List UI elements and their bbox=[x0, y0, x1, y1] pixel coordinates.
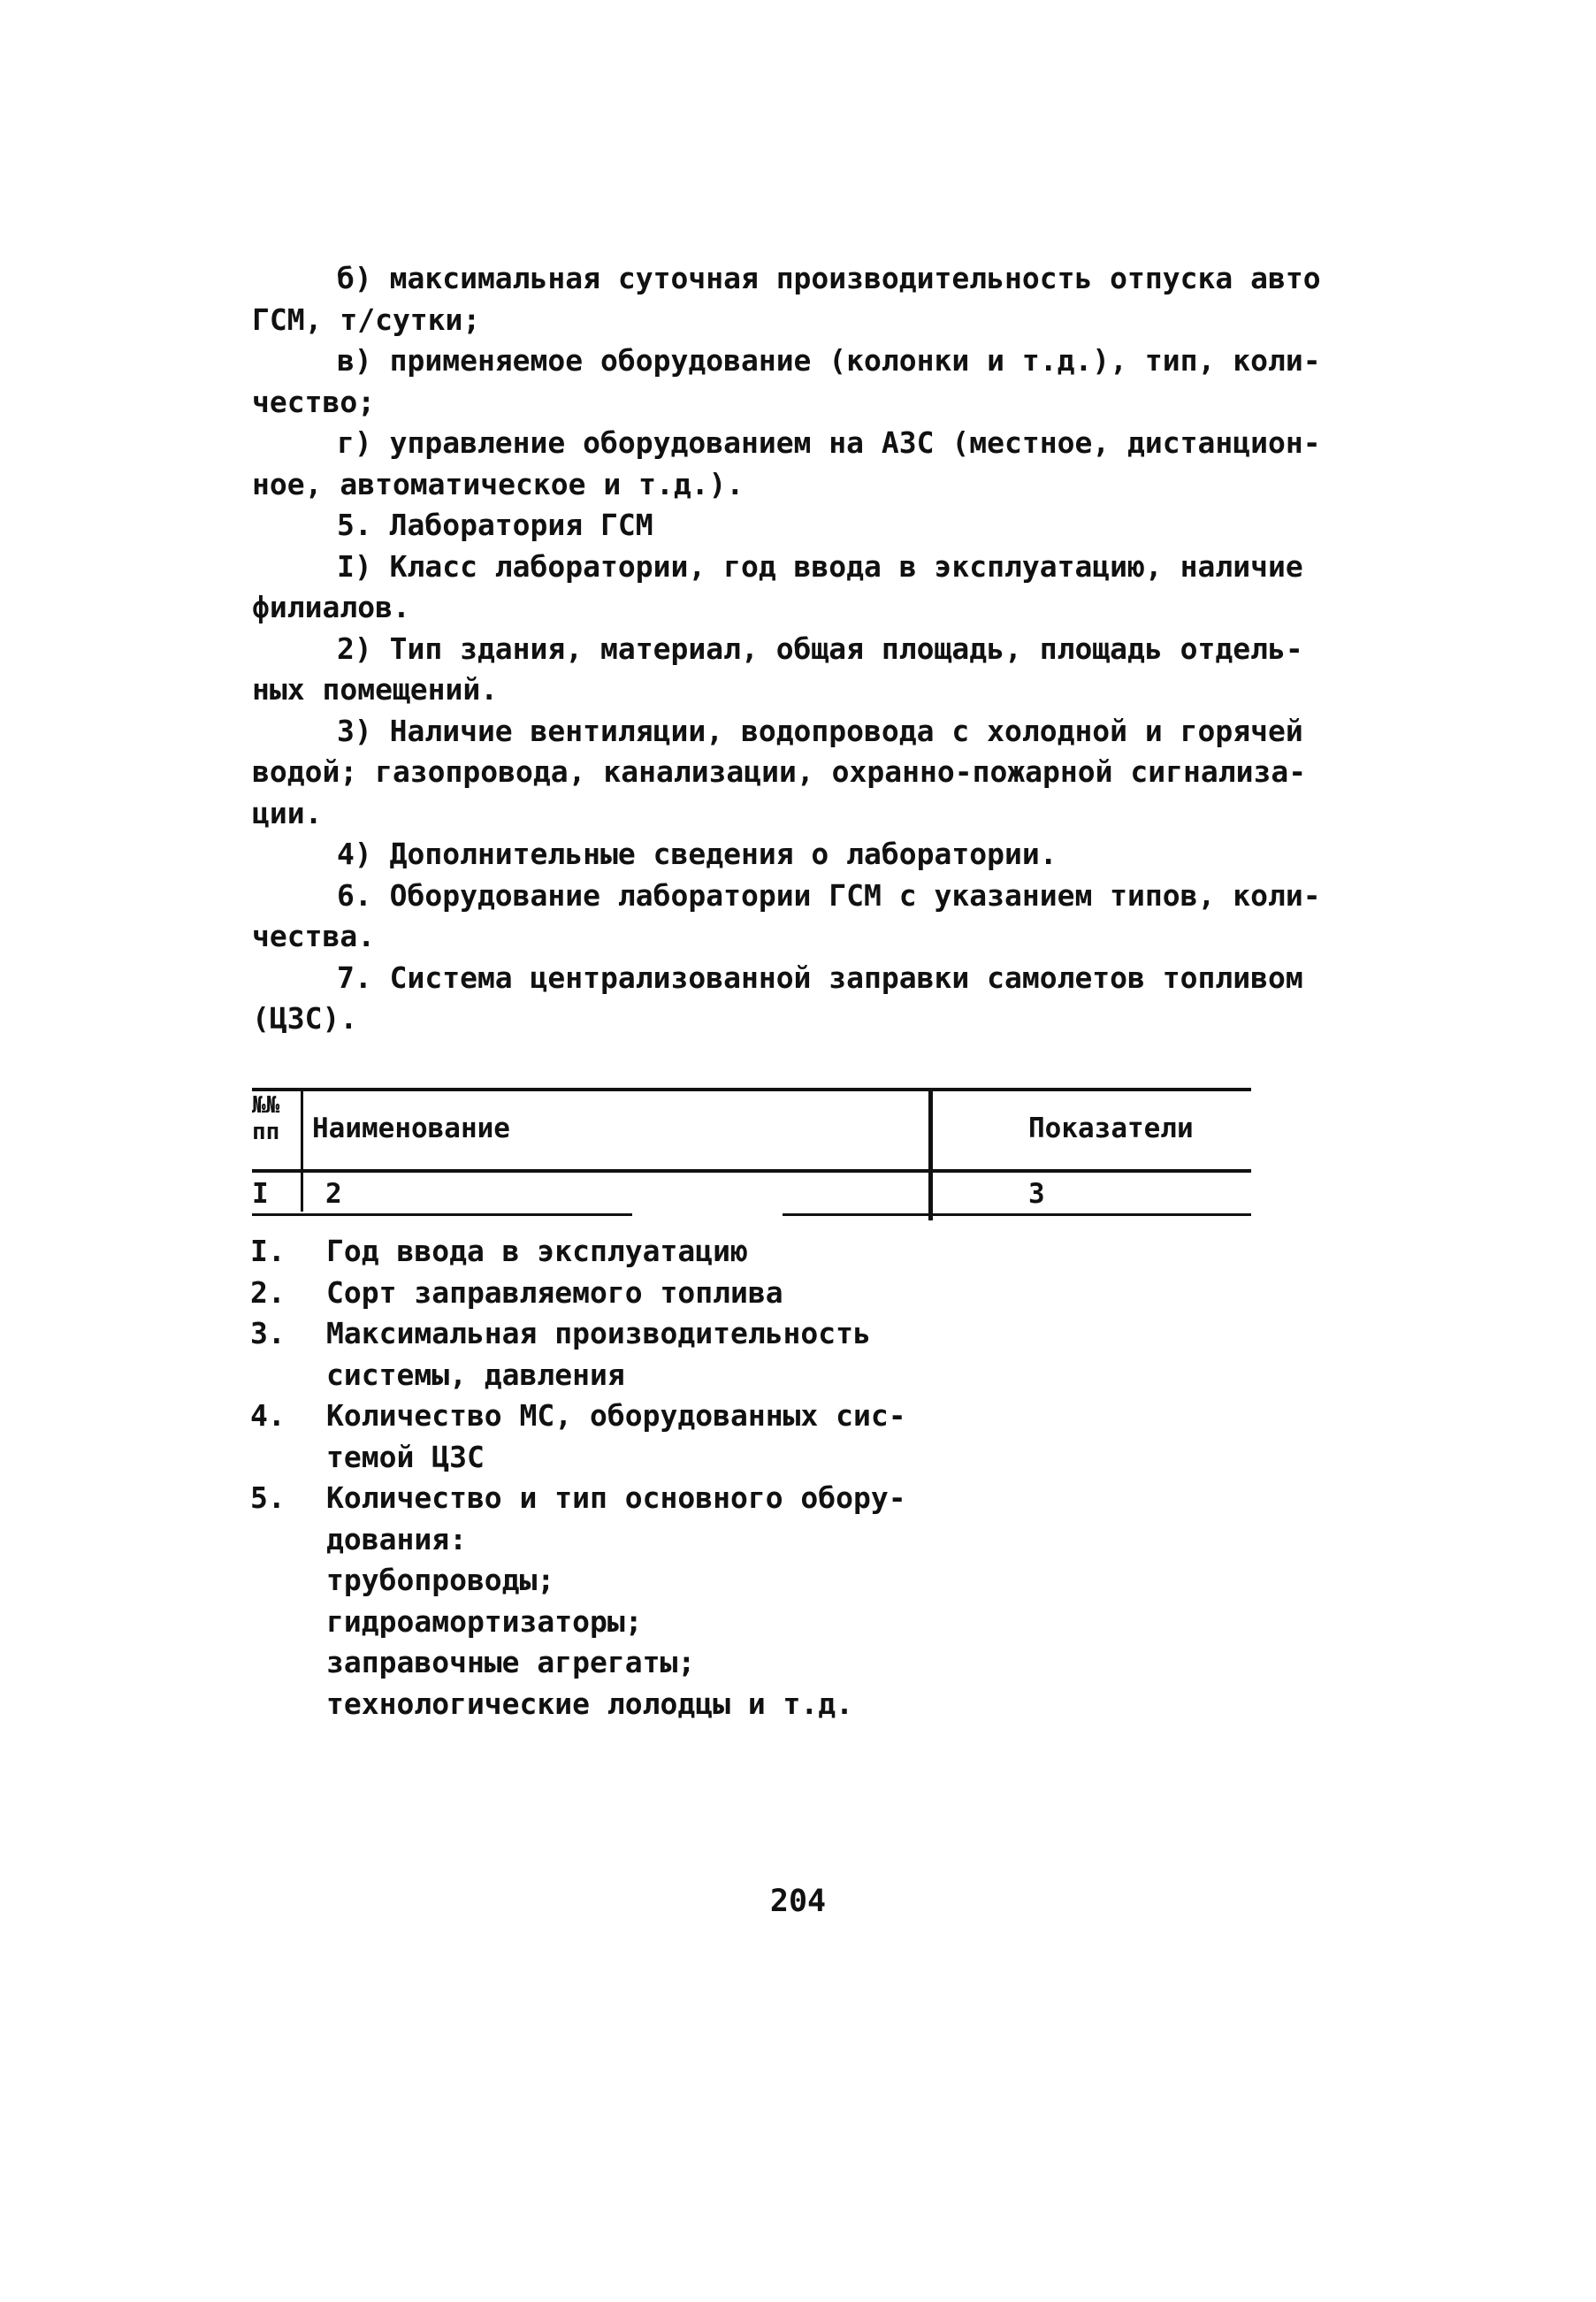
section-heading-7 bbox=[252, 958, 1303, 1040]
col2-number: 2 bbox=[325, 1178, 342, 1210]
col3-number: 3 bbox=[1028, 1178, 1045, 1210]
list-item bbox=[250, 1396, 906, 1478]
paragraph-g bbox=[252, 423, 1321, 505]
text-line: чества. bbox=[252, 919, 376, 953]
text-line: 5. Лаборатория ГСМ bbox=[337, 508, 653, 542]
text-line: г) управление оборудованием на АЗС (местное, дистанцион- bbox=[337, 425, 1321, 460]
paragraph-5-1 bbox=[252, 547, 1303, 629]
text-line: I) Класс лаборатории, год ввода в эксплуатацию, наличие bbox=[337, 548, 1303, 584]
list-item bbox=[250, 1313, 887, 1396]
paragraph-5-4 bbox=[252, 834, 1251, 876]
table-col-divider bbox=[928, 1088, 933, 1220]
paragraph-5-3 bbox=[252, 711, 1307, 835]
table-header bbox=[252, 1088, 1251, 1220]
sub-list-item: трубопроводы; bbox=[326, 1563, 555, 1597]
table-col-divider bbox=[301, 1088, 303, 1212]
text-line: водой; газопровода, канализации, охранно-пожарной сигнализа- bbox=[252, 754, 1307, 789]
list-text: системы, давления bbox=[326, 1357, 625, 1392]
list-number: 5. bbox=[250, 1480, 286, 1515]
list-number: 2. bbox=[250, 1274, 286, 1310]
col1-number: I bbox=[252, 1178, 269, 1210]
text-line: ное, автоматическое и т.д.). bbox=[252, 466, 745, 501]
list-number: 4. bbox=[250, 1398, 286, 1433]
table-bottom-rule bbox=[252, 1213, 632, 1216]
indicator-list bbox=[250, 1231, 906, 1725]
list-text: Максимальная производительность bbox=[326, 1316, 871, 1350]
list-text: Сорт заправляемого топлива bbox=[326, 1274, 783, 1310]
text-line: ции. bbox=[252, 795, 323, 830]
text-line: 2) Тип здания, материал, общая площадь, площадь отдель- bbox=[337, 631, 1303, 666]
list-item bbox=[250, 1231, 887, 1273]
table-bottom-rule bbox=[783, 1213, 1251, 1216]
text-line: филиалов. bbox=[252, 590, 410, 624]
col1-header-top: №№ bbox=[252, 1092, 280, 1119]
sub-list-item: заправочные агрегаты; bbox=[326, 1645, 696, 1679]
text-line: 3) Наличие вентиляции, водопровода с холодной и горячей bbox=[337, 713, 1303, 748]
col2-header: Наименование bbox=[312, 1113, 510, 1144]
text-line: в) применяемое оборудование (колонки и т.д.), тип, коли- bbox=[337, 343, 1321, 378]
text-line: 4) Дополнительные сведения о лаборатории. bbox=[337, 837, 1058, 871]
text-line: (ЦЗС). bbox=[252, 1001, 358, 1036]
list-number: 3. bbox=[250, 1316, 286, 1350]
text-line: ных помещений. bbox=[252, 672, 499, 707]
body-text bbox=[252, 258, 1321, 1040]
text-line: чество; bbox=[252, 384, 376, 419]
sub-list-item: технологические лолодцы и т.д. bbox=[326, 1686, 854, 1721]
list-item bbox=[250, 1273, 887, 1314]
paragraph-b bbox=[252, 258, 1321, 340]
paragraph-5-2 bbox=[252, 629, 1303, 711]
col1-header-bottom: пп bbox=[252, 1119, 280, 1145]
sub-list-item: гидроамортизаторы; bbox=[326, 1603, 643, 1639]
list-text: Год ввода в эксплуатацию bbox=[326, 1234, 748, 1268]
text-line: ГСМ, т/сутки; bbox=[252, 302, 481, 337]
text-line: 6. Оборудование лаборатории ГСМ с указанием типов, коли- bbox=[337, 877, 1321, 913]
table-top-rule bbox=[252, 1088, 1251, 1091]
paragraph-v bbox=[252, 340, 1321, 423]
list-text: дования: bbox=[326, 1521, 467, 1556]
section-heading-5 bbox=[252, 505, 1251, 547]
section-heading-6 bbox=[252, 876, 1321, 958]
list-text: темой ЦЗС bbox=[326, 1439, 485, 1474]
text-line: 7. Система централизованной заправки самолетов топливом bbox=[337, 960, 1303, 995]
list-number: I. bbox=[250, 1234, 286, 1268]
table-header-rule bbox=[252, 1169, 1251, 1173]
list-text: Количество и тип основного обору- bbox=[326, 1480, 906, 1515]
list-text: Количество МС, оборудованных сис- bbox=[326, 1398, 906, 1433]
text-line: б) максимальная суточная производительность отпуска авто bbox=[337, 261, 1321, 295]
page-number: 204 bbox=[769, 1884, 827, 1919]
list-item bbox=[250, 1478, 906, 1560]
col3-header: Показатели bbox=[1028, 1113, 1194, 1144]
